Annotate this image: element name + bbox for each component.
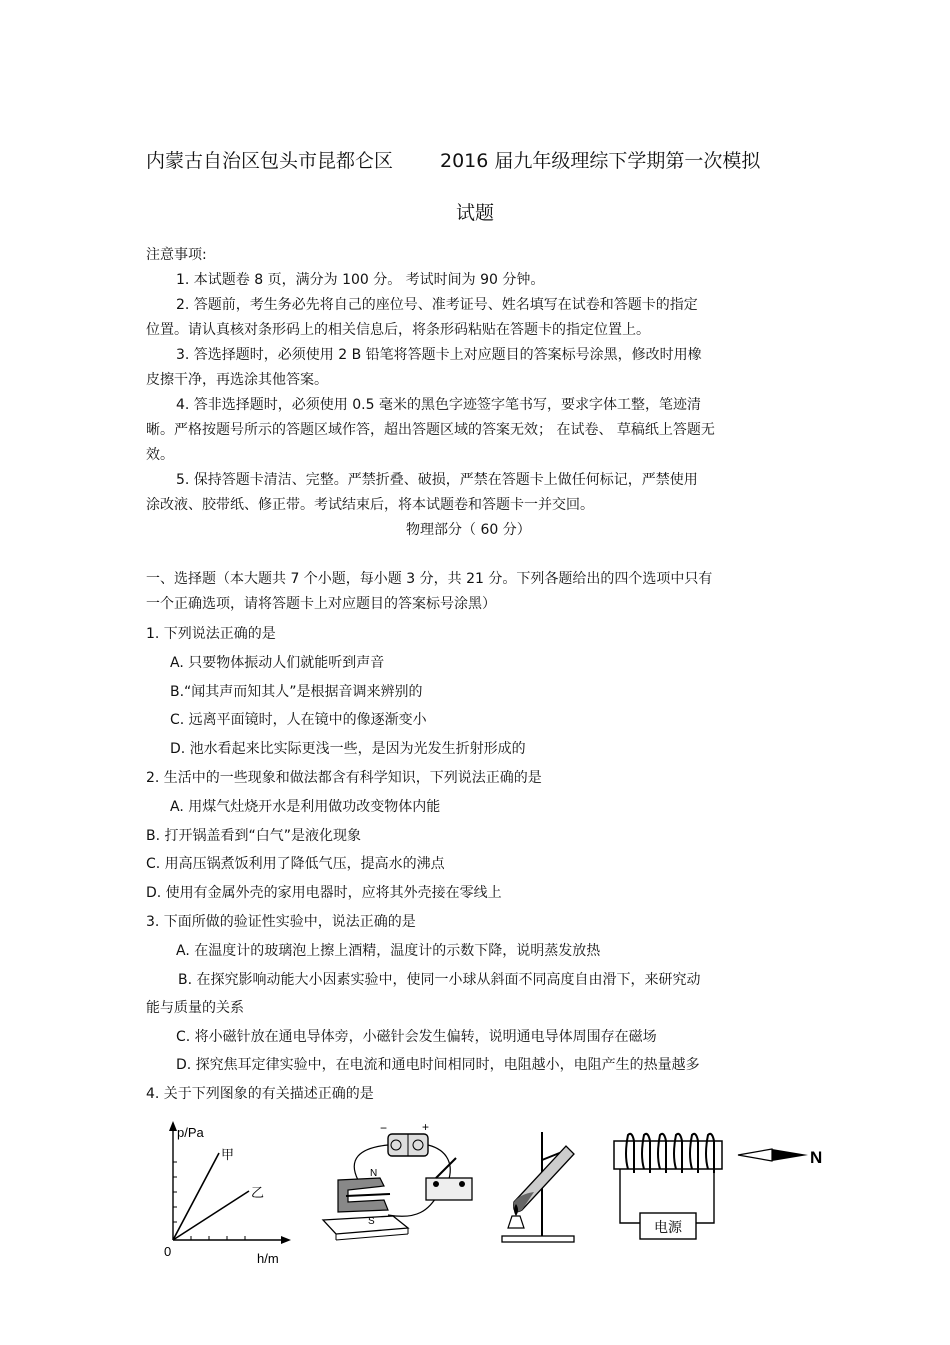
notice-item: 1. 本试题卷 8 页，满分为 100 分。 考试时间为 90 分钟。 — [176, 272, 545, 288]
pressure-depth-graph — [155, 1115, 300, 1270]
option: A. 只要物体振动人们就能听到声音 — [170, 655, 385, 671]
line-yi — [173, 1191, 249, 1240]
notice-item: 5. 保持答题卡清洁、完整。严禁折叠、破损，严禁在答题卡上做任何标记，严禁使用 — [176, 472, 698, 488]
option: A. 用煤气灶烧开水是利用做功改变物体内能 — [170, 799, 441, 815]
alcohol-lamp — [508, 1216, 524, 1228]
option: C. 远离平面镜时，人在镜中的像逐渐变小 — [170, 712, 427, 728]
y-axis-label: p/Pa — [177, 1125, 204, 1140]
motor-experiment-figure — [318, 1120, 488, 1260]
option: C. 用高压锅煮饭利用了降低气压，提高水的沸点 — [146, 856, 445, 872]
option: 能与质量的关系 — [146, 1000, 244, 1016]
title-line1-a: 内蒙古自治区包头市昆都仑区 — [146, 150, 394, 172]
notice-item: 2. 答题前，考生务必先将自己的座位号、准考证号、姓名填写在试卷和答题卡的指定 — [176, 297, 698, 313]
option: A. 在温度计的玻璃泡上擦上酒精，温度计的示数下降，说明蒸发放热 — [176, 943, 601, 959]
notice-item: 晰。严格按题号所示的答题区域作答，超出答题区域的答案无效； 在试卷、 草稿纸上答题无 — [146, 422, 715, 438]
option: B.“闻其声而知其人”是根据音调来辨别的 — [170, 684, 423, 700]
notice-item: 3. 答选择题时，必须使用 2 B 铅笔将答题卡上对应题目的答案标号涂黑，修改时用橡 — [176, 347, 702, 363]
title-line1-b: 2016 届九年级理综下学期第一次模拟 — [440, 150, 761, 172]
section-intro: 一个正确选项，请将答题卡上对应题目的答案标号涂黑） — [146, 596, 496, 612]
pole-s: S — [368, 1216, 375, 1227]
option: D. 池水看起来比实际更浅一些，是因为光发生折射形成的 — [170, 741, 526, 757]
option: B. 打开锅盖看到“白气”是液化现象 — [146, 828, 362, 844]
origin-label: 0 — [164, 1244, 172, 1259]
pole-n: N — [370, 1168, 378, 1179]
coil-circuit-figure — [600, 1125, 830, 1260]
option: D. 探究焦耳定律实验中，在电流和通电时间相同时，电阻越小，电阻产生的热量越多 — [176, 1057, 700, 1073]
notice-item: 效。 — [146, 447, 174, 463]
needle-north-label: N — [810, 1148, 823, 1167]
section-intro: 一、选择题（本大题共 7 个小题，每小题 3 分，共 21 分。下列各题给出的四个选项中只有 — [146, 571, 713, 587]
question-stem: 2. 生活中的一些现象和做法都含有科学知识，下列说法正确的是 — [146, 770, 542, 786]
test-tube-figure — [494, 1120, 589, 1250]
line-jia — [173, 1153, 219, 1240]
notice-item: 4. 答非选择题时，必须使用 0.5 毫米的黑色字迹签字笔书写，要求字体工整，笔迹清 — [176, 397, 701, 413]
battery-plus: + — [422, 1120, 430, 1134]
notice-heading: 注意事项: — [146, 247, 207, 263]
notice-item: 位置。请认真核对条形码上的相关信息后，将条形码粘贴在答题卡的指定位置上。 — [146, 322, 650, 338]
label-yi: 乙 — [251, 1185, 265, 1200]
option: D. 使用有金属外壳的家用电器时，应将其外壳接在零线上 — [146, 885, 502, 901]
notice-item: 皮擦干净，再选涂其他答案。 — [146, 372, 328, 388]
power-label: 电源 — [654, 1219, 682, 1235]
option: B. 在探究影响动能大小因素实验中，使同一小球从斜面不同高度自由滑下，来研究动 — [178, 972, 701, 988]
compass-needle-tail — [738, 1149, 772, 1161]
notice-item: 涂改液、胶带纸、修正带。考试结束后，将本试题卷和答题卡一并交回。 — [146, 497, 594, 513]
option: C. 将小磁针放在通电导体旁，小磁针会发生偏转，说明通电导体周围存在磁场 — [176, 1029, 657, 1045]
physics-part-heading: 物理部分（ 60 分） — [406, 522, 531, 538]
question-stem: 3. 下面所做的验证性实验中，说法正确的是 — [146, 914, 416, 930]
question-stem: 4. 关于下列图象的有关描述正确的是 — [146, 1086, 374, 1102]
compass-needle-head — [772, 1149, 808, 1161]
title-line2: 试题 — [456, 202, 495, 224]
label-jia: 甲 — [221, 1147, 235, 1162]
battery-minus: − — [380, 1121, 388, 1135]
question-stem: 1. 下列说法正确的是 — [146, 626, 276, 642]
x-axis-label: h/m — [257, 1251, 279, 1266]
switch — [426, 1178, 472, 1200]
